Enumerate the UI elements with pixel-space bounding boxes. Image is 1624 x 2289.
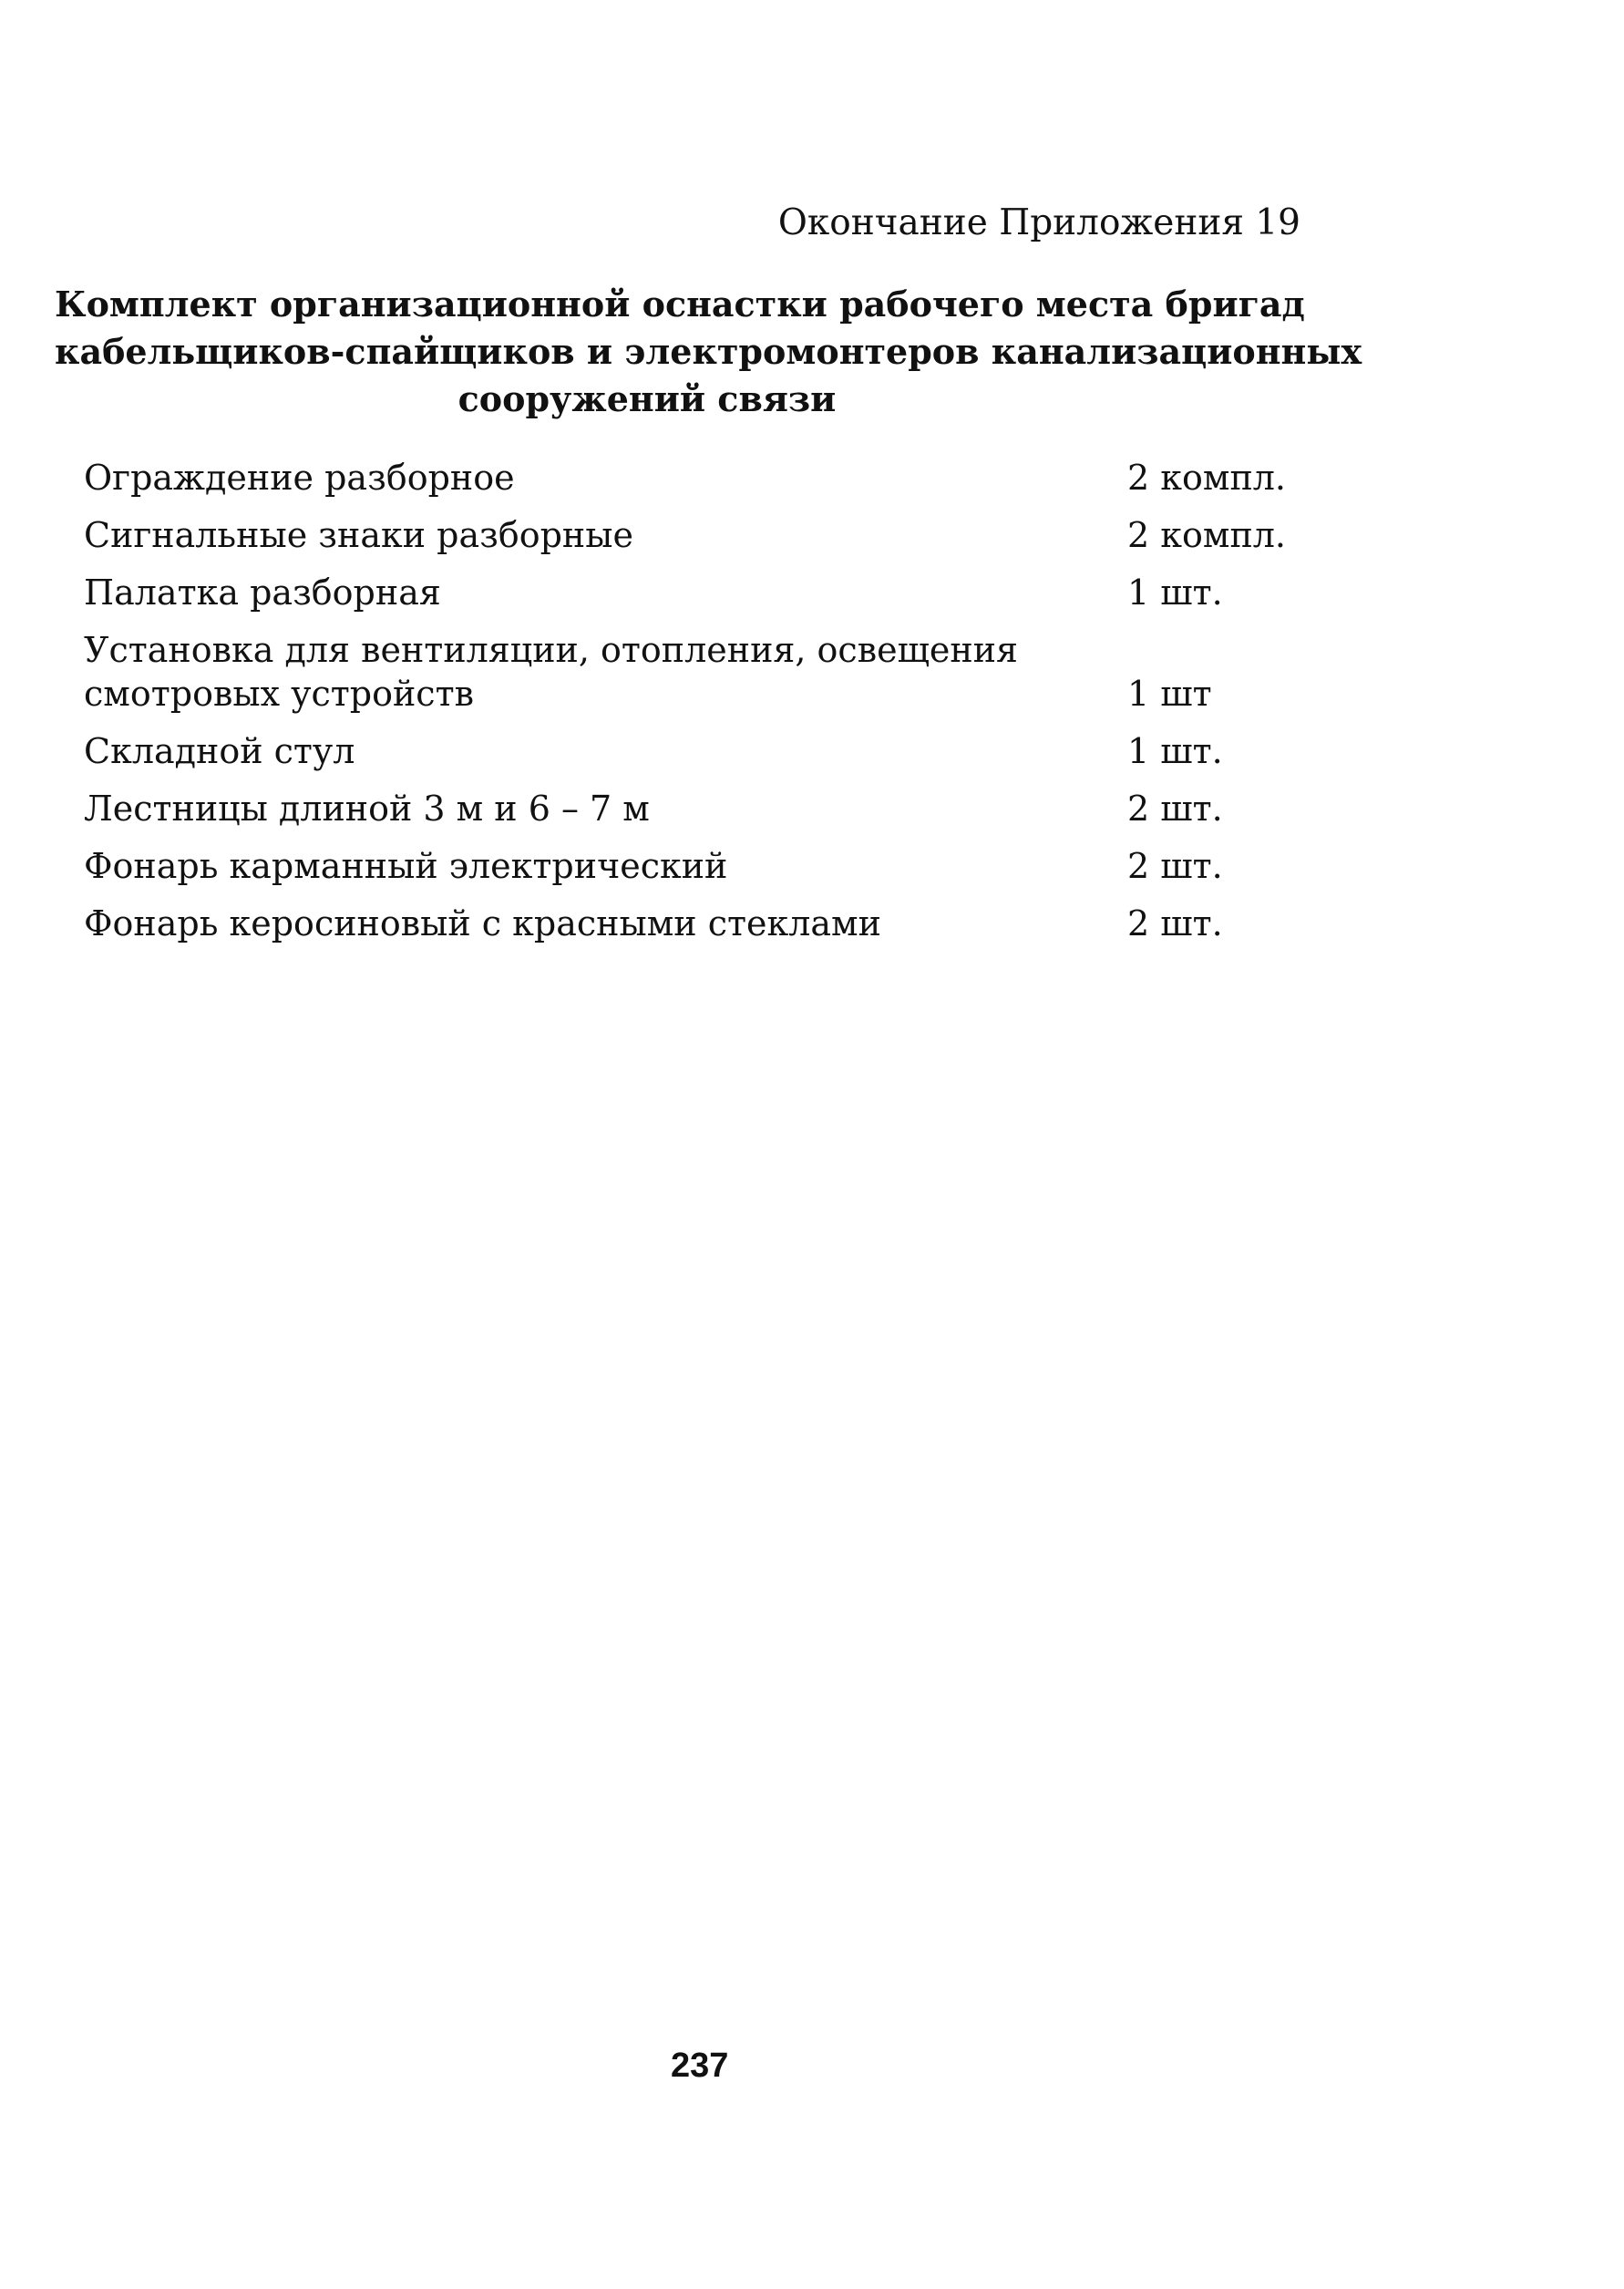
list-item [84, 844, 1323, 888]
title-line: сооружений связи [457, 378, 837, 419]
item-quantity: 1 шт. [1127, 731, 1223, 771]
document-title [55, 281, 1362, 423]
item-name: Лестницы длиной 3 м и 6 – 7 м [84, 789, 650, 829]
list-item [84, 787, 1323, 830]
list-item [84, 571, 1323, 614]
item-name: Установка для вентиляции, отопления, освещения смотровых устройств [84, 630, 1019, 714]
list-item [84, 628, 1323, 716]
list-item [84, 456, 1323, 500]
item-quantity: 2 шт. [1127, 903, 1223, 943]
item-name: Ограждение разборное [84, 458, 515, 498]
title-line: кабельщиков-спайщиков и электромонтеров канализационных [55, 331, 1362, 372]
item-quantity: 2 компл. [1127, 515, 1286, 555]
appendix-label: Окончание Приложения 19 [777, 202, 1300, 243]
list-item [84, 902, 1323, 945]
item-quantity: 2 шт. [1127, 789, 1223, 829]
item-name: Фонарь керосиновый с красными стеклами [84, 903, 881, 943]
item-quantity: 2 компл. [1127, 458, 1286, 498]
item-name: Складной стул [84, 731, 355, 771]
item-name: Фонарь карманный электрический [84, 846, 728, 886]
item-name: Палатка разборная [84, 572, 441, 613]
title-line: Комплект организационной оснастки рабочего места бригад [55, 284, 1305, 325]
list-item [84, 513, 1323, 557]
item-quantity: 2 шт. [1127, 846, 1223, 886]
equipment-list [84, 456, 1323, 959]
list-item [84, 729, 1323, 773]
item-quantity: 1 шт. [1127, 572, 1223, 613]
item-name: Сигнальные знаки разборные [84, 515, 633, 555]
page-number: 237 [671, 2047, 729, 2085]
item-quantity: 1 шт [1127, 674, 1212, 714]
